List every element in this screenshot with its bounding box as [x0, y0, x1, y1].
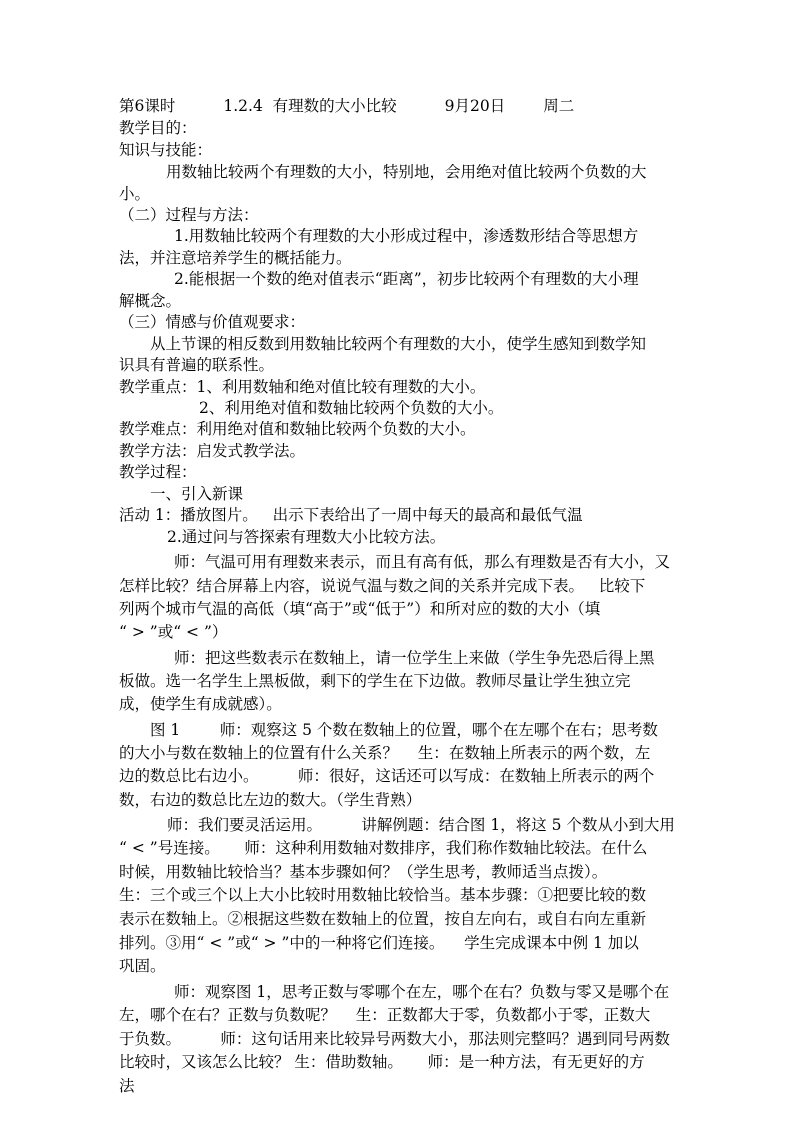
text-line: 小。	[119, 185, 151, 203]
text-line: “ > ”或“ < ”）	[119, 623, 228, 641]
text-line: 2、利用绝对值和数轴比较两个负数的大小。	[199, 399, 504, 417]
text-line: 生：三个或三个以上大小比较时用数轴比较恰当。基本步骤：①把要比较的数	[119, 886, 647, 904]
text-line: 解概念。	[119, 292, 182, 310]
text-line: 2.通过问与答探索有理数大小比较方法。	[167, 528, 446, 546]
text-line: 师：气温可用有理数来表示，而且有高有低，那么有理数是否有大小，又	[174, 553, 671, 571]
text-line: 的大小与数在数轴上的位置有什么关系？ 生：在数轴上所表示的两个数，左	[119, 744, 651, 762]
text-line: 排列。③用“ < ”或“ > ”中的一种将它们连接。 学生完成课本中例 1 加以	[119, 934, 639, 952]
text-line: 识具有普遍的联系性。	[119, 356, 275, 374]
text-line: 知识与技能：	[119, 141, 213, 159]
text-line: 1.用数轴比较两个有理数的大小形成过程中，渗透数形结合等思想方	[174, 227, 639, 245]
lesson-section: 1.2.4 有理数的大小比较	[223, 97, 397, 115]
text-line: 教学目的：	[119, 119, 197, 137]
lesson-weekday: 周二	[543, 97, 575, 115]
text-line: 师：观察图 1，思考正数与零哪个在左，哪个在右？负数与零又是哪个在	[174, 983, 670, 1001]
text-line: 于负数。 师：这句话用来比较异号两数大小，那法则完整吗？遇到同号两数	[119, 1030, 670, 1048]
text-line: 教学重点：1、利用数轴和绝对值比较有理数的大小。	[119, 378, 486, 396]
text-line: 教学方法：启发式教学法。	[119, 442, 306, 460]
text-line: 边的数总比右边小。 师：很好，这话还可以写成：在数轴上所表示的两个	[119, 767, 655, 785]
text-line: 用数轴比较两个有理数的大小，特别地，会用绝对值比较两个负数的大	[166, 163, 647, 181]
text-line: 教学过程：	[119, 463, 197, 481]
lesson-number: 第6课时	[119, 97, 176, 115]
lesson-date: 9月20日	[444, 97, 506, 115]
text-line: 法，并注意培养学生的概括能力。	[119, 249, 352, 267]
text-line: 师：我们要灵活运用。 讲解例题：结合图 1，将这 5 个数从小到大用	[167, 816, 675, 834]
lesson-header	[119, 95, 574, 117]
text-line: 怎样比较？结合屏幕上内容，说说气温与数之间的关系并完成下表。 比较下	[119, 577, 646, 595]
text-line: 活动 1：播放图片。 出示下表给出了一周中每天的最高和最低气温	[119, 506, 583, 524]
text-line: 左，哪个在右？正数与负数呢？ 生：正数都大于零，负数都小于零，正数大	[119, 1006, 651, 1024]
text-line: 师：把这些数表示在数轴上，请一位学生上来做（学生争先恐后得上黑	[174, 649, 655, 667]
text-line: 教学难点：利用绝对值和数轴比较两个负数的大小。	[119, 420, 476, 438]
text-line: 数，右边的数总比左边的数大。（学生背熟）	[119, 791, 422, 809]
text-line: 时候，用数轴比较恰当？基本步骤如何？（学生思考，教师适当点拨）。	[119, 863, 608, 881]
text-line: 列两个城市气温的高低（填“高于”或“低于”）和所对应的数的大小（填	[119, 600, 601, 618]
text-line: 成，使学生有成就感）。	[119, 695, 282, 713]
text-line: 从上节课的相反数到用数轴比较两个有理数的大小，使学生感知到数学知	[150, 335, 647, 353]
text-line: （二）过程与方法：	[119, 206, 259, 224]
text-line: 表示在数轴上。②根据这些数在数轴上的位置，按自左向右，或自右向左重新	[119, 910, 647, 928]
text-line: 2.能根据一个数的绝对值表示“距离”，初步比较两个有理数的大小理	[174, 270, 639, 288]
text-line: 比较时，又该怎么比较？ 生：借助数轴。 师：是一种方法，有无更好的方	[119, 1053, 645, 1071]
text-line: 板做。选一名学生上黑板做，剩下的学生在下边做。教师尽量让学生独立完	[119, 672, 631, 690]
text-line: 图 1 师：观察这 5 个数在数轴上的位置，哪个在左哪个在右；思考数	[150, 721, 658, 739]
text-line: 巩固。	[119, 957, 166, 975]
text-line: （三）情感与价值观要求：	[119, 313, 306, 331]
text-line: 一、引入新课	[150, 485, 244, 503]
text-line: 法	[119, 1077, 135, 1095]
text-line: “ < ”号连接。 师：这种利用数轴对数排序，我们称作数轴比较法。在什么	[119, 839, 648, 857]
